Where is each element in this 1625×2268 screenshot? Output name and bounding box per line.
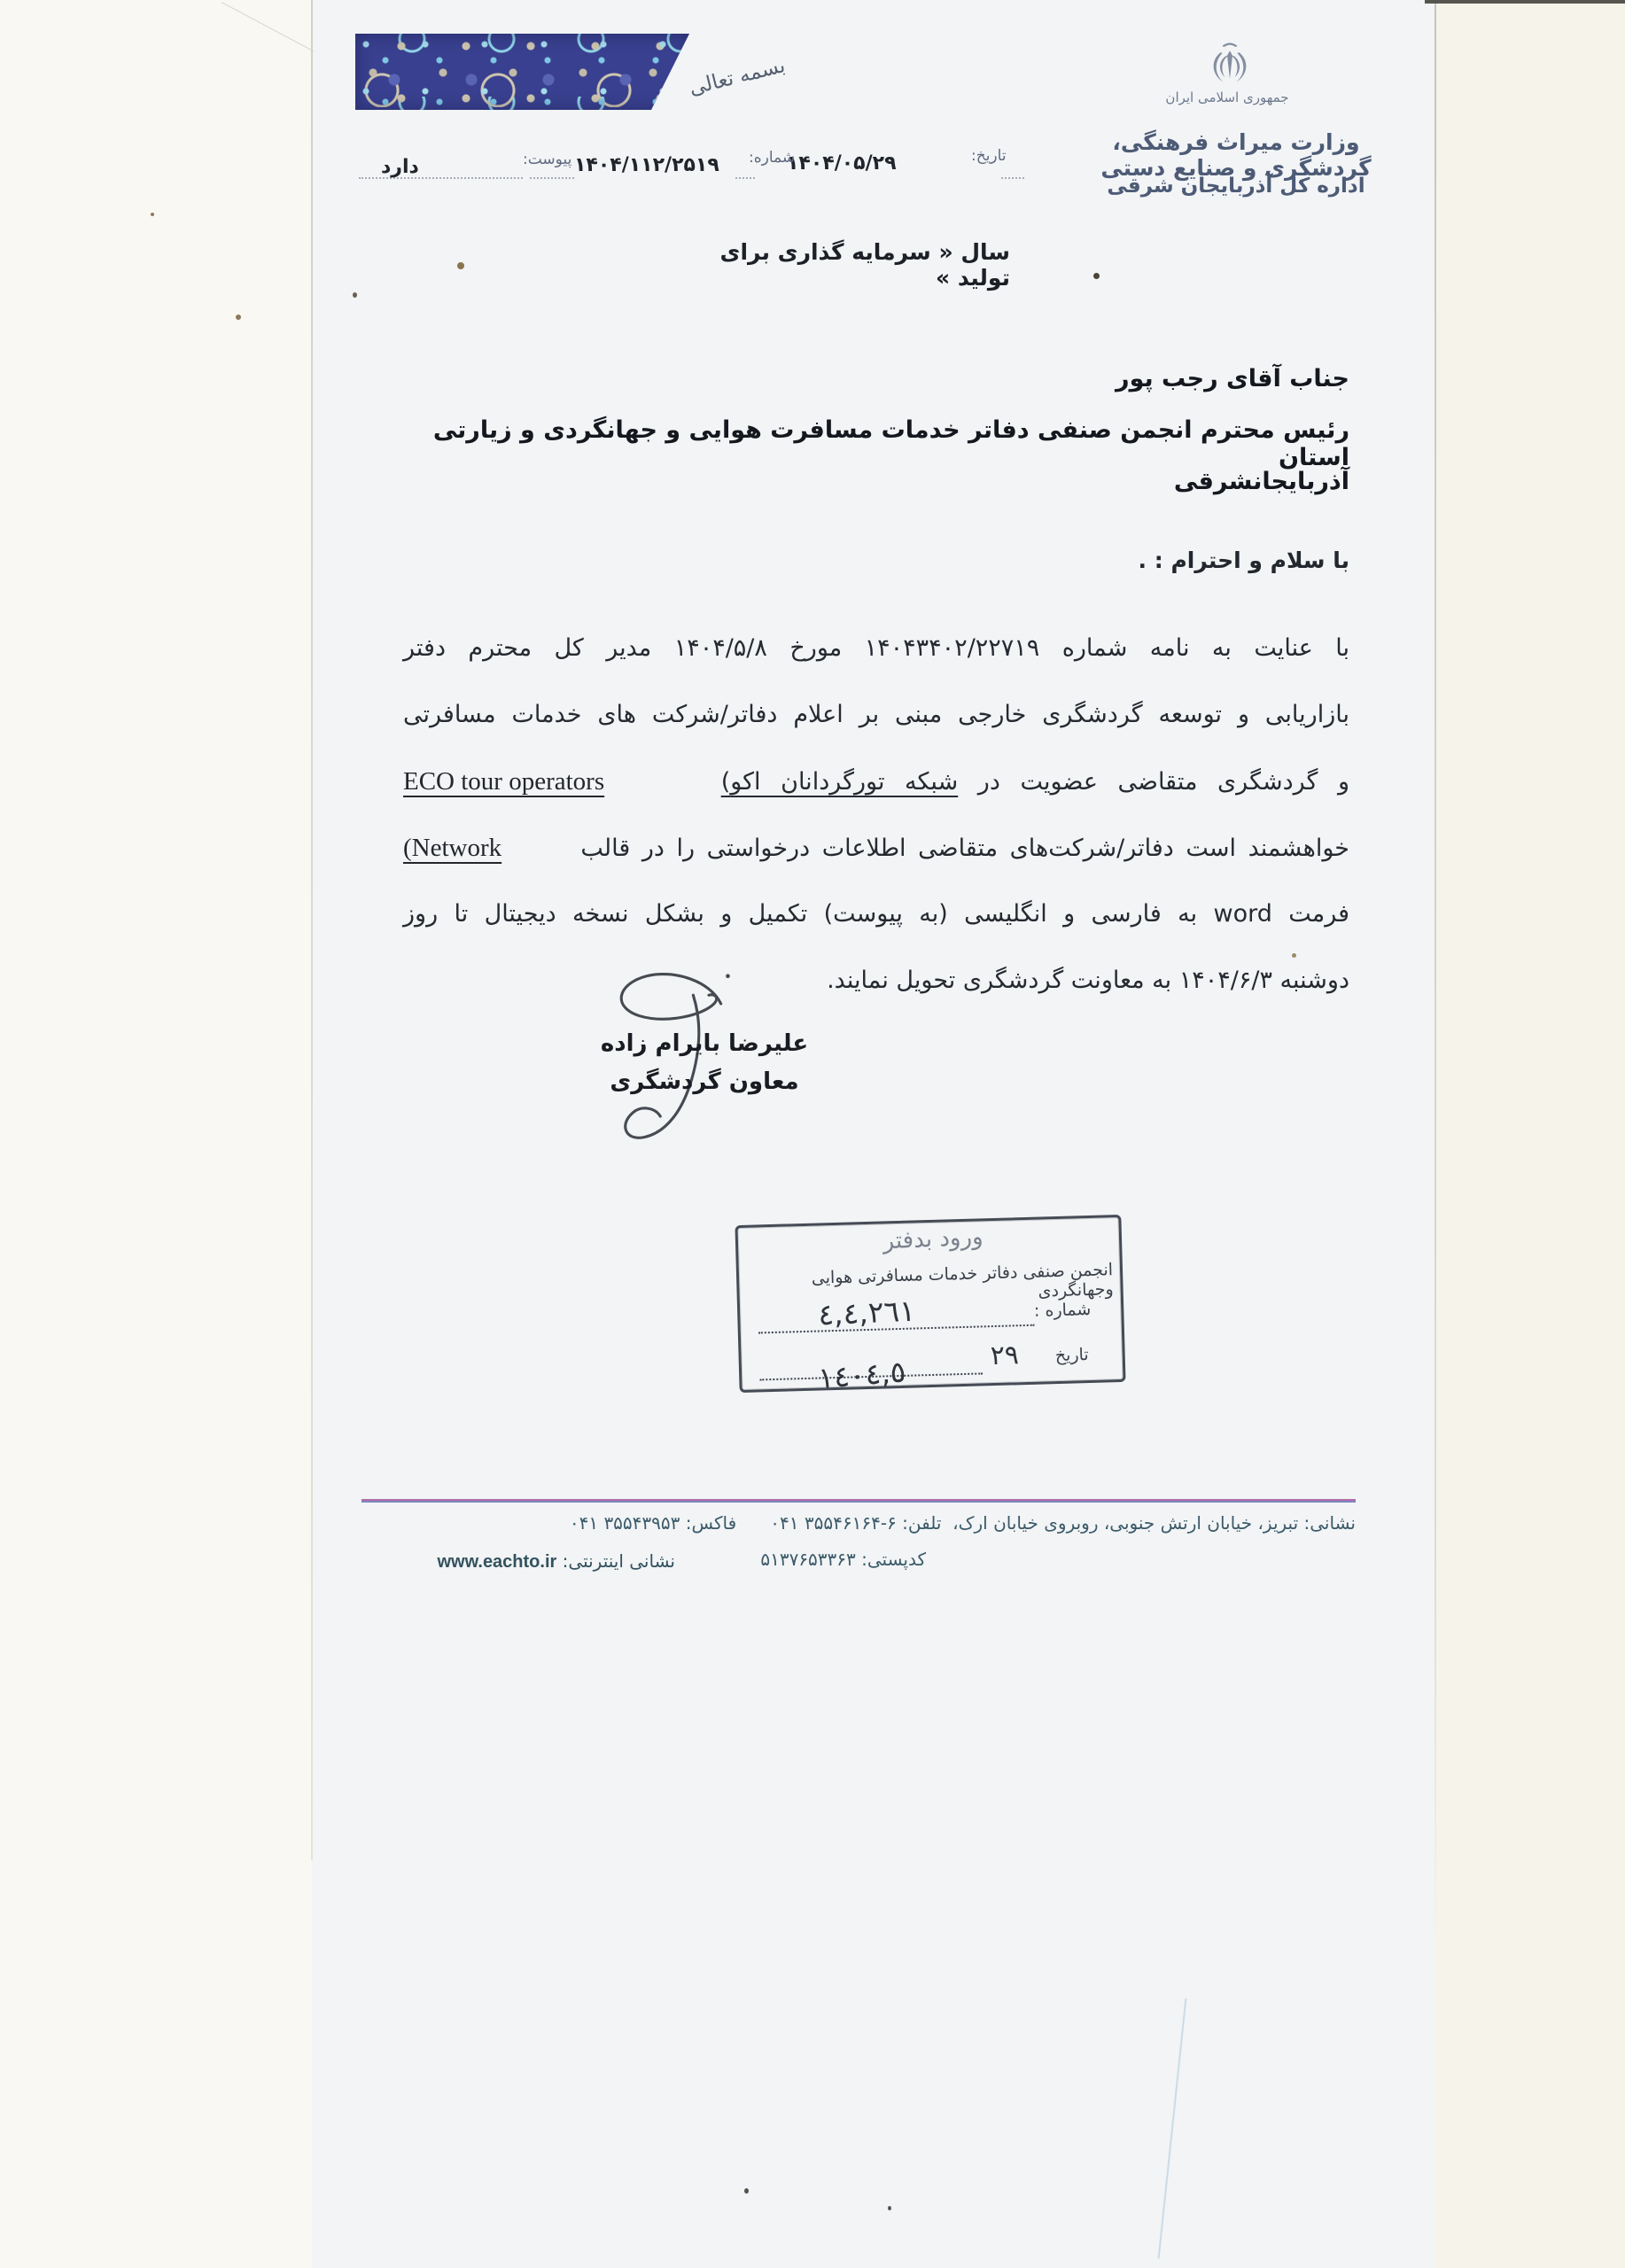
date-label: تاریخ:	[971, 147, 1007, 165]
footer-divider-rule	[362, 1499, 1356, 1503]
eco-english-text: ECO tour operators	[403, 767, 605, 796]
government-name: جمهوری اسلامی ایران	[1165, 89, 1289, 105]
stamp-number-label: شماره :	[1033, 1299, 1092, 1321]
bismillah-calligraphy: بسمه تعالی	[687, 54, 788, 100]
body-line-6: دوشنبه ۱۴۰۴/۶/۳ به معاونت گردشگری تحویل نمایند.	[827, 967, 1349, 994]
ministry-name: وزارت میراث فرهنگی، گردشگری و صنایع دستی	[1100, 129, 1372, 181]
postal-label: کدپستی:	[861, 1549, 926, 1570]
scan-speck	[1292, 953, 1296, 958]
scan-background-right	[1435, 0, 1625, 2268]
iran-emblem-icon	[1205, 39, 1255, 92]
number-label: شماره:	[749, 149, 796, 167]
eco-network-persian: شبکه تورگردانان اکو	[730, 768, 959, 796]
date-value: ۱۴۰۴/۰۵/۲۹	[787, 152, 897, 175]
body-line-4	[403, 830, 1349, 866]
network-english-text: (Network	[403, 834, 502, 862]
dotted-leader	[530, 176, 574, 179]
scan-speck	[457, 262, 464, 269]
dotted-leader	[1001, 176, 1024, 179]
body-line-3-prefix: و گردشگری متقاضی عضویت در	[958, 768, 1349, 796]
postal-value: ۵۱۳۷۶۵۳۳۶۳	[760, 1549, 856, 1570]
page-edge-right	[1435, 0, 1436, 1949]
tile-ornament-band	[355, 34, 689, 110]
year-slogan: سال « سرمایه گذاری برای تولید »	[719, 239, 1010, 291]
dotted-leader	[735, 176, 755, 179]
salutation: با سلام و احترام : .	[1138, 548, 1349, 573]
footer-address-line: نشانی: تبریز، خیابان ارتش جنوبی، روبروی خیابان ارک، تلفن: ۶-۳۵۵۴۶۱۶۴ ۰۴۱ فاکس: ۳۵۵۴۳۹۵۳ ۰۴۱	[569, 1512, 1356, 1534]
number-value: ۱۴۰۴/۱۱۲/۲۵۱۹	[574, 154, 719, 176]
stamp-date-label: تاریخ	[1054, 1345, 1089, 1366]
footer-website	[409, 1550, 675, 1573]
body-line-4-persian: خواهشمند است دفاتر/شرکت‌های متقاضی اطلاعات درخواستی را در قالب	[580, 835, 1349, 862]
stamp-number-handwritten: ٤,٤,٢٦١	[817, 1293, 916, 1332]
website-label: نشانی اینترنتی:	[562, 1550, 675, 1572]
website-url: www.eachto.ir	[437, 1552, 557, 1572]
scan-speck	[236, 315, 241, 320]
recipient-title: رئیس محترم انجمن صنفی دفاتر خدمات مسافرت هوایی و جهانگردی و زیارتی استان	[432, 416, 1349, 471]
scan-speck	[1093, 273, 1100, 279]
letter-page	[312, 0, 1435, 2268]
body-line-2: بازاریابی و توسعه گردشگری خارجی مبنی بر اعلام دفاتر/شرکت های خدمات مسافرتی	[403, 701, 1349, 728]
scan-background-left	[0, 0, 312, 2268]
scanner-shadow-strip	[1425, 0, 1625, 4]
scan-speck	[151, 213, 154, 216]
body-line-1: با عنایت به نامه شماره ۱۴۰۴۳۴۰۲/۲۲۷۱۹ مورخ ۱۴۰۴/۵/۸ مدیر کل محترم دفتر	[403, 634, 1350, 662]
stamp-association-name: انجمن صنفی دفاتر خدمات مسافرتی هوایی وجهانگردی	[811, 1260, 1114, 1301]
receipt-stamp	[735, 1215, 1125, 1396]
stamp-date-year-handwritten: ١٤٠٤,٥	[816, 1354, 907, 1396]
stamp-handwritten-header: ورود بدفتر	[882, 1223, 984, 1255]
signer-name: علیرضا بایرام زاده	[600, 1030, 809, 1057]
body-line-5: فرمت word به فارسی و انگلیسی (به پیوست) تکمیل و بشکل نسخه دیجیتال تا روز	[403, 900, 1349, 928]
body-line-3	[403, 764, 1349, 800]
scan-speck	[744, 2188, 749, 2194]
attachment-label: پیوست:	[523, 151, 572, 168]
recipient-name: جناب آقای رجب پور	[1116, 365, 1349, 392]
signer-title: معاون گردشگری	[610, 1068, 799, 1095]
attachment-value: دارد	[381, 156, 419, 178]
handwritten-signature	[589, 966, 749, 1156]
body-line-3-persian	[721, 765, 1349, 800]
scan-speck	[353, 292, 357, 298]
open-paren: (	[720, 768, 731, 796]
scan-speck	[888, 2206, 891, 2210]
page-edge-left	[311, 0, 313, 1860]
stamp-date-day-handwritten: ٢٩	[990, 1340, 1020, 1372]
recipient-region: آذربایجانشرقی	[1173, 468, 1349, 495]
provincial-office-name: اداره کل آذربایجان شرقی	[1107, 175, 1365, 198]
